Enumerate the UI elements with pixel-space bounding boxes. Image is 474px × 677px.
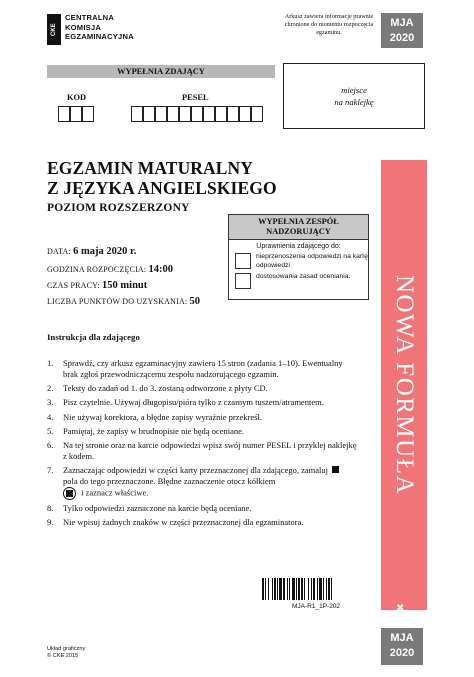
barcode-bar [274, 578, 276, 600]
barcode-bar [326, 578, 327, 600]
barcode-bar [289, 578, 290, 600]
duration-value: 150 minut [102, 280, 148, 291]
logo-line: KOMISJA [65, 22, 101, 32]
instruction-item: 8. Tylko odpowiedzi zaznaczone na karcie będą oceniane. [47, 503, 252, 514]
date-label: DATA: [47, 247, 71, 256]
title-line-2: Z JĘZYKA ANGIELSKIEGO [47, 178, 277, 198]
exam-year-bottom: 2020 [389, 647, 415, 659]
logo-line: EGZAMINACYJNA [65, 32, 134, 42]
exam-points [47, 296, 200, 307]
exam-title [47, 158, 277, 198]
instruction-item: 3. Pisz czytelnie. Używaj długopisu/pióra tylko z czarnym tuszem/atramentem. [47, 397, 324, 408]
barcode-bar [279, 578, 282, 600]
circled-square-icon [63, 487, 76, 500]
points-label: LICZBA PUNKTÓW DO UZYSKANIA: [47, 297, 188, 306]
pesel-cell[interactable] [191, 106, 203, 122]
entitlement-checkbox-2[interactable] [235, 273, 251, 289]
cke-logo-mark: CKE [47, 14, 61, 45]
exam-level: POZIOM ROZSZERZONY [47, 202, 190, 214]
instruction-7a: Zaznaczając odpowiedzi w części karty przeznaczonej dla zdającego, zamaluj [63, 465, 328, 476]
barcode-label: MJA-R1_1P-202 [292, 603, 341, 610]
start-value: 14:00 [148, 264, 174, 275]
barcode-bar [311, 578, 312, 600]
kod-cell[interactable] [70, 106, 82, 122]
pesel-cell[interactable] [251, 106, 263, 122]
barcode-bar [265, 578, 266, 600]
pesel-cell[interactable] [215, 106, 227, 122]
pesel-cell[interactable] [143, 106, 155, 122]
sticker-line-1: miejsce [341, 85, 367, 95]
pesel-cell[interactable] [167, 106, 179, 122]
exam-code-tag [381, 13, 423, 48]
entitlement-text-1: nieprzenoszenia odpowiedzi na kartę odpowiedzi [256, 253, 368, 269]
cke-logo-text [65, 13, 134, 42]
title-line-1: EGZAMIN MATURALNY [47, 158, 254, 178]
entitlement-option-1 [229, 253, 368, 270]
exam-code-tag-bottom [381, 628, 423, 665]
pesel-cell[interactable] [203, 106, 215, 122]
pesel-cell[interactable] [179, 106, 191, 122]
barcode-bar [272, 578, 273, 600]
filled-square-icon [332, 466, 339, 473]
kod-cell[interactable] [58, 106, 70, 122]
barcode-bar [331, 578, 332, 600]
footer-line-1: Układ graficzny [47, 646, 86, 652]
sticker-placeholder [283, 63, 425, 129]
barcode [262, 578, 372, 600]
logo-line: CENTRALNA [65, 13, 115, 22]
supervisors-box [228, 214, 369, 300]
duration-label: CZAS PRACY: [47, 281, 100, 290]
entitlement-option-2 [229, 273, 368, 289]
start-label: GODZINA ROZPOCZĘCIA: [47, 265, 147, 274]
banner-text: NOWA FORMUŁA [391, 274, 418, 496]
barcode-bar [262, 578, 264, 600]
instruction-item: 9. Nie wpisuj żadnych znaków w części przeznaczonej dla egzaminatora. [47, 517, 304, 528]
exam-code-bottom: MJA [390, 632, 414, 644]
entitlement-text-2: dostosowania zasad oceniania. [256, 273, 351, 280]
barcode-bar [301, 578, 303, 600]
pesel-cell[interactable] [227, 106, 239, 122]
instruction-item: 4. Nie używaj korektora, a błędne zapisy wyraźnie przekreśl. [47, 411, 262, 422]
barcode-bar [313, 578, 315, 600]
barcode-bar [283, 578, 285, 600]
exam-year: 2020 [389, 32, 415, 44]
new-formula-banner [381, 160, 427, 614]
entitlement-checkbox-1[interactable] [235, 253, 251, 269]
barcode-bar [277, 578, 278, 600]
pesel-cell[interactable] [155, 106, 167, 122]
barcode-bar [317, 578, 318, 600]
instruction-item: 6. Na tej stronie oraz na karcie odpowiedzi wpisz swój numer PESEL i przyklej naklejkę z kodem. [47, 440, 357, 461]
points-value: 50 [189, 296, 201, 307]
footer-line-2: © CKE 2015 [47, 653, 79, 659]
barcode-bar [292, 578, 295, 600]
barcode-bar [287, 578, 288, 600]
student-fill-band: WYPEŁNIA ZDAJĄCY [47, 65, 275, 78]
barcode-bar [296, 578, 297, 600]
kod-cell[interactable] [82, 106, 94, 122]
footer-credit [47, 646, 85, 660]
supervisors-heading-1: WYPEŁNIA ZESPÓŁ [258, 217, 339, 226]
exam-code: MJA [390, 17, 414, 29]
pesel-cell[interactable] [131, 106, 143, 122]
kod-label: KOD [67, 93, 87, 102]
instruction-7b: pola do tego przeznaczone. Błędne zaznaczenie otocz kółkiem [63, 475, 276, 486]
supervisors-heading [229, 215, 368, 240]
barcode-bar [319, 578, 322, 600]
instruction-item: 1. Sprawdź, czy arkusz egzaminacyjny zawiera 15 stron (zadania 1–10). Ewentualny brak zgłoś przewodniczącemu zespołu nadzorującego egzamin. [47, 358, 343, 379]
instruction-item: 5. Pamiętaj, że zapisy w brudnopisie nie będą oceniane. [47, 425, 245, 436]
sticker-line-2: na naklejkę [334, 97, 374, 107]
instruction-item: 2. Teksty do zadań od 1. do 3. zostaną odtworzone z płyty CD. [47, 383, 268, 393]
exam-duration [47, 280, 147, 291]
barcode-bar [323, 578, 324, 600]
instructions-list [47, 358, 357, 532]
instruction-item: 7. Zaznaczając odpowiedzi w części karty przeznaczonej dla zdającego, zamaluj pola do tego przeznaczone. Błędne zaznaczenie otocz kółkiem i zaznacz właściwe. [47, 465, 357, 499]
date-value: 6 maja 2020 r. [73, 246, 137, 257]
barcode-bar [328, 578, 330, 600]
exam-date [47, 246, 136, 257]
barcode-bar [304, 578, 305, 600]
legal-note: Arkusz zawiera informacje prawnie chronione do momentu rozpoczęcia egzaminu. [284, 13, 374, 36]
barcode-bar [298, 578, 300, 600]
supervisors-heading-2: NADZORUJĄCY [266, 227, 331, 236]
pesel-cell[interactable] [239, 106, 251, 122]
barcode-bar [268, 578, 269, 600]
instruction-7c: i zaznacz właściwe. [81, 487, 149, 498]
instructions-title: Instrukcja dla zdającego [47, 332, 140, 342]
entitlements-label: Uprawnienia zdającego do: [256, 243, 341, 250]
cross-icon: ✖ [396, 603, 405, 614]
exam-start [47, 264, 173, 275]
pesel-label: PESEL [182, 93, 209, 102]
barcode-bar [308, 578, 309, 600]
